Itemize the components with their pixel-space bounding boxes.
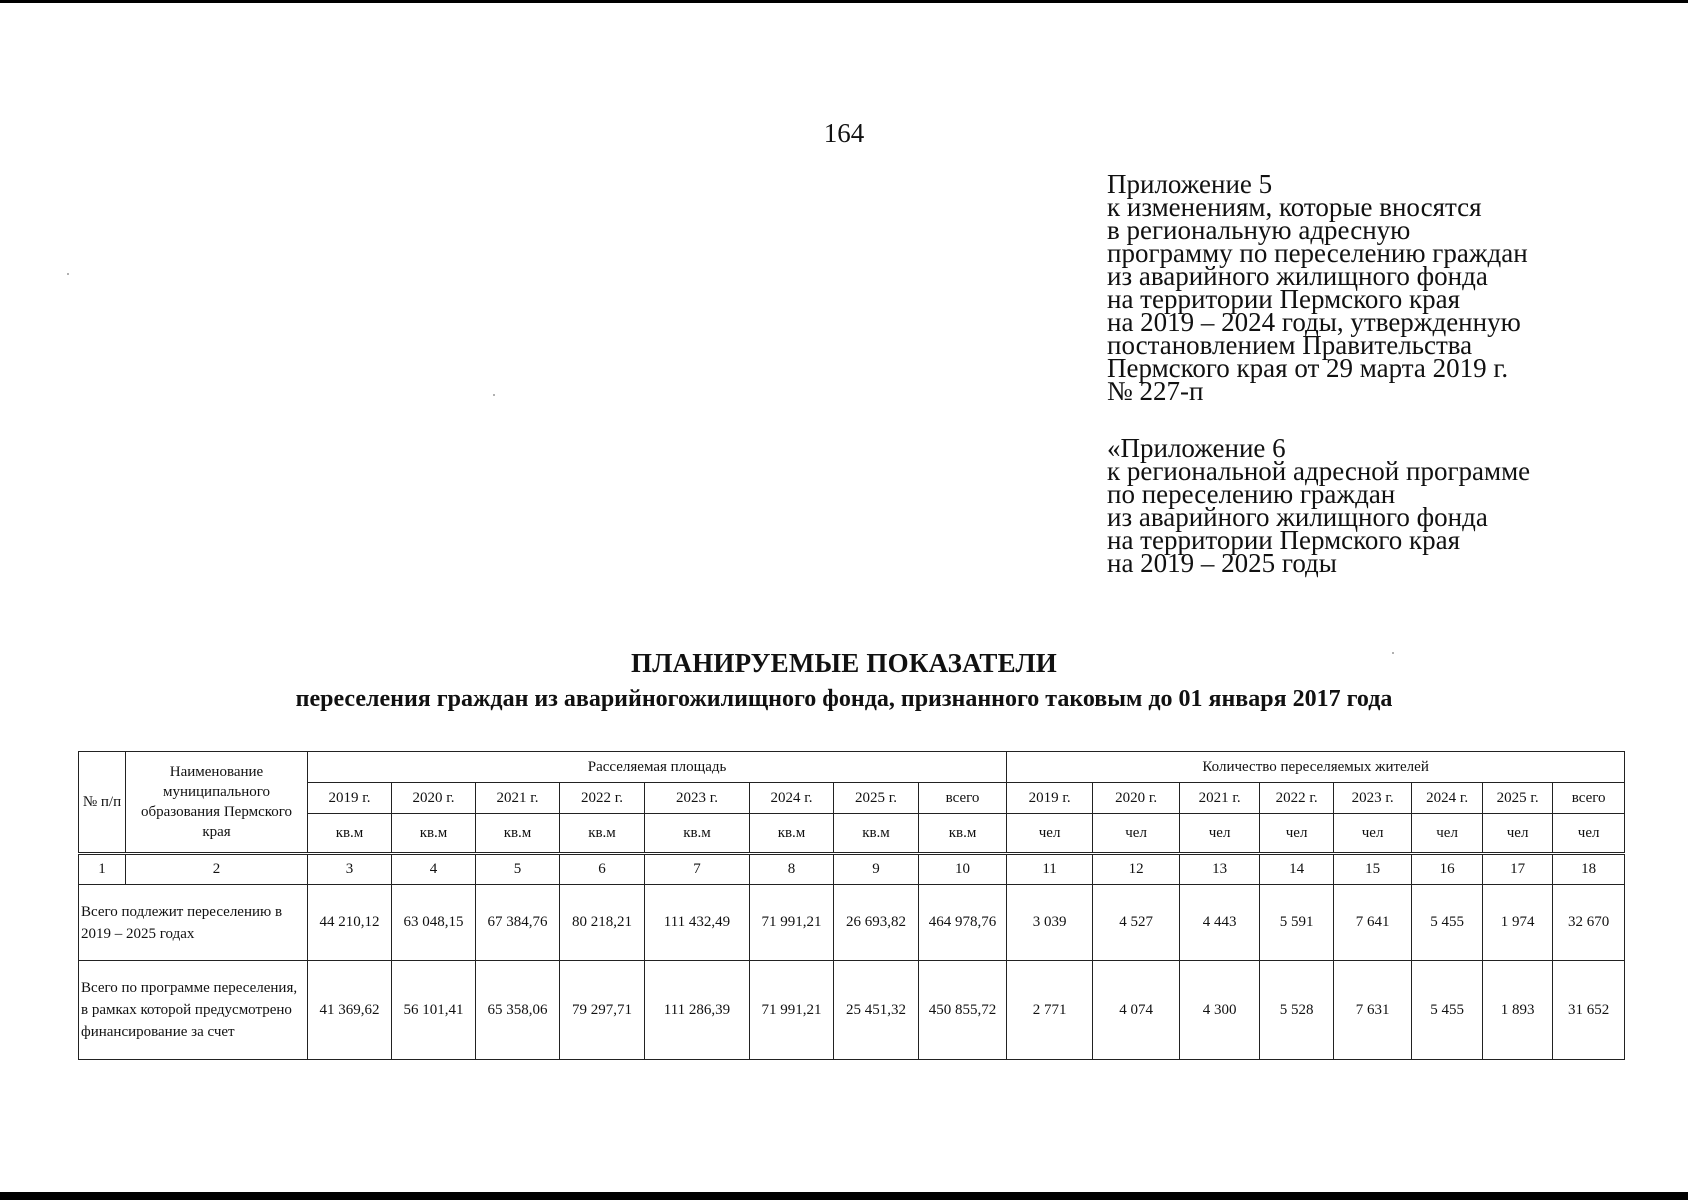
header-year: всего [919,783,1007,814]
people-cell: 3 039 [1007,885,1093,961]
area-cell: 111 432,49 [645,885,750,961]
header-year: 2024 г. [1412,783,1483,814]
header-unit: кв.м [919,814,1007,854]
appendix-5-line: Приложение 5 [1107,169,1273,199]
area-cell: 25 451,32 [834,961,919,1060]
column-number: 8 [750,854,834,885]
header-unit: чел [1260,814,1334,854]
header-people-group: Количество переселяемых жителей [1007,752,1625,783]
header-year: 2021 г. [1180,783,1260,814]
appendix-6-line: из аварийного жилищного фонда [1107,502,1488,532]
area-cell: 71 991,21 [750,961,834,1060]
people-cell: 4 527 [1093,885,1180,961]
header-unit: кв.м [392,814,476,854]
area-cell: 111 286,39 [645,961,750,1060]
people-cell: 5 455 [1412,885,1483,961]
area-cell: 79 297,71 [560,961,645,1060]
column-number: 17 [1483,854,1553,885]
area-cell: 44 210,12 [308,885,392,961]
appendix-5-line: Пермского края от 29 марта 2019 г. [1107,353,1509,383]
row-label: Всего подлежит переселению в 2019 – 2025 годах [79,885,308,961]
header-year: 2019 г. [308,783,392,814]
column-number: 5 [476,854,560,885]
people-cell: 2 771 [1007,961,1093,1060]
scan-speck [67,273,69,275]
scan-bottom-border [0,1192,1688,1200]
scan-speck [493,394,495,396]
header-unit: чел [1180,814,1260,854]
column-number: 7 [645,854,750,885]
page-number: 164 [823,118,865,148]
header-unit: кв.м [476,814,560,854]
area-cell: 67 384,76 [476,885,560,961]
header-year: 2019 г. [1007,783,1093,814]
table-row [79,885,1625,961]
column-number: 6 [560,854,645,885]
header-row-number: № п/п [79,752,126,854]
table-year-row [79,783,1625,814]
appendix-5-line: в региональную адресную [1107,215,1411,245]
header-year: всего [1553,783,1625,814]
people-cell: 5 591 [1260,885,1334,961]
table-row [79,961,1625,1060]
document-title: ПЛАНИРУЕМЫЕ ПОКАЗАТЕЛИ [631,648,1057,678]
area-cell: 71 991,21 [750,885,834,961]
header-year: 2022 г. [1260,783,1334,814]
column-number: 2 [126,854,308,885]
area-cell: 65 358,06 [476,961,560,1060]
appendix-5-line: № 227-п [1107,376,1204,406]
column-number: 10 [919,854,1007,885]
appendix-6-line: к региональной адресной программе [1107,456,1531,486]
header-year: 2021 г. [476,783,560,814]
header-year: 2024 г. [750,783,834,814]
appendix-5-block [1107,169,1528,406]
header-year: 2025 г. [1483,783,1553,814]
people-cell: 7 631 [1334,961,1412,1060]
appendix-6-line: «Приложение 6 [1107,433,1286,463]
header-unit: чел [1007,814,1093,854]
appendix-6-block [1107,433,1531,578]
header-area-group: Расселяемая площадь [308,752,1007,783]
column-number: 12 [1093,854,1180,885]
header-unit: кв.м [834,814,919,854]
column-number: 14 [1260,854,1334,885]
people-cell: 4 300 [1180,961,1260,1060]
column-number: 13 [1180,854,1260,885]
appendix-5-line: к изменениям, которые вносятся [1107,192,1482,222]
area-cell: 80 218,21 [560,885,645,961]
appendix-5-line: на территории Пермского края [1107,284,1461,314]
table-column-number-row [79,854,1625,885]
appendix-5-line: программу по переселению граждан [1107,238,1528,268]
scan-top-border [0,0,1688,3]
header-unit: кв.м [750,814,834,854]
header-year: 2022 г. [560,783,645,814]
row-label: Всего по программе переселения, в рамках которой предусмотрено финансирование за счет [79,961,308,1060]
appendix-5-line: на 2019 – 2024 годы, утвержденную [1107,307,1521,337]
document-subtitle: переселения граждан из аварийногожилищного фонда, признанного таковым до 01 января 2017 года [295,686,1393,712]
appendix-6-line: на территории Пермского края [1107,525,1461,555]
header-year: 2020 г. [1093,783,1180,814]
people-cell: 5 455 [1412,961,1483,1060]
people-cell: 4 443 [1180,885,1260,961]
header-unit: чел [1412,814,1483,854]
area-cell: 26 693,82 [834,885,919,961]
people-cell: 7 641 [1334,885,1412,961]
appendix-5-line: постановлением Правительства [1107,330,1473,360]
area-cell: 56 101,41 [392,961,476,1060]
scan-speck [1392,652,1394,654]
header-year: 2020 г. [392,783,476,814]
header-unit: кв.м [645,814,750,854]
column-number: 1 [79,854,126,885]
people-total-cell: 31 652 [1553,961,1625,1060]
people-cell: 5 528 [1260,961,1334,1060]
header-unit: чел [1334,814,1412,854]
appendix-6-line: по переселению граждан [1107,479,1396,509]
area-cell: 41 369,62 [308,961,392,1060]
people-cell: 1 974 [1483,885,1553,961]
header-unit: чел [1553,814,1625,854]
header-year: 2023 г. [1334,783,1412,814]
header-unit: чел [1483,814,1553,854]
table-header-row [79,752,1625,783]
indicators-table [78,751,1625,1060]
appendix-5-line: из аварийного жилищного фонда [1107,261,1488,291]
header-year: 2023 г. [645,783,750,814]
people-cell: 4 074 [1093,961,1180,1060]
header-unit: кв.м [308,814,392,854]
area-cell: 63 048,15 [392,885,476,961]
column-number: 18 [1553,854,1625,885]
people-total-cell: 32 670 [1553,885,1625,961]
header-unit: чел [1093,814,1180,854]
header-year: 2025 г. [834,783,919,814]
table-unit-row [79,814,1625,854]
appendix-6-line: на 2019 – 2025 годы [1107,548,1337,578]
column-number: 15 [1334,854,1412,885]
header-municipality: Наименование муниципального образования Пермского края [126,752,308,854]
area-total-cell: 464 978,76 [919,885,1007,961]
column-number: 9 [834,854,919,885]
people-cell: 1 893 [1483,961,1553,1060]
column-number: 11 [1007,854,1093,885]
column-number: 4 [392,854,476,885]
column-number: 16 [1412,854,1483,885]
column-number: 3 [308,854,392,885]
header-unit: кв.м [560,814,645,854]
area-total-cell: 450 855,72 [919,961,1007,1060]
